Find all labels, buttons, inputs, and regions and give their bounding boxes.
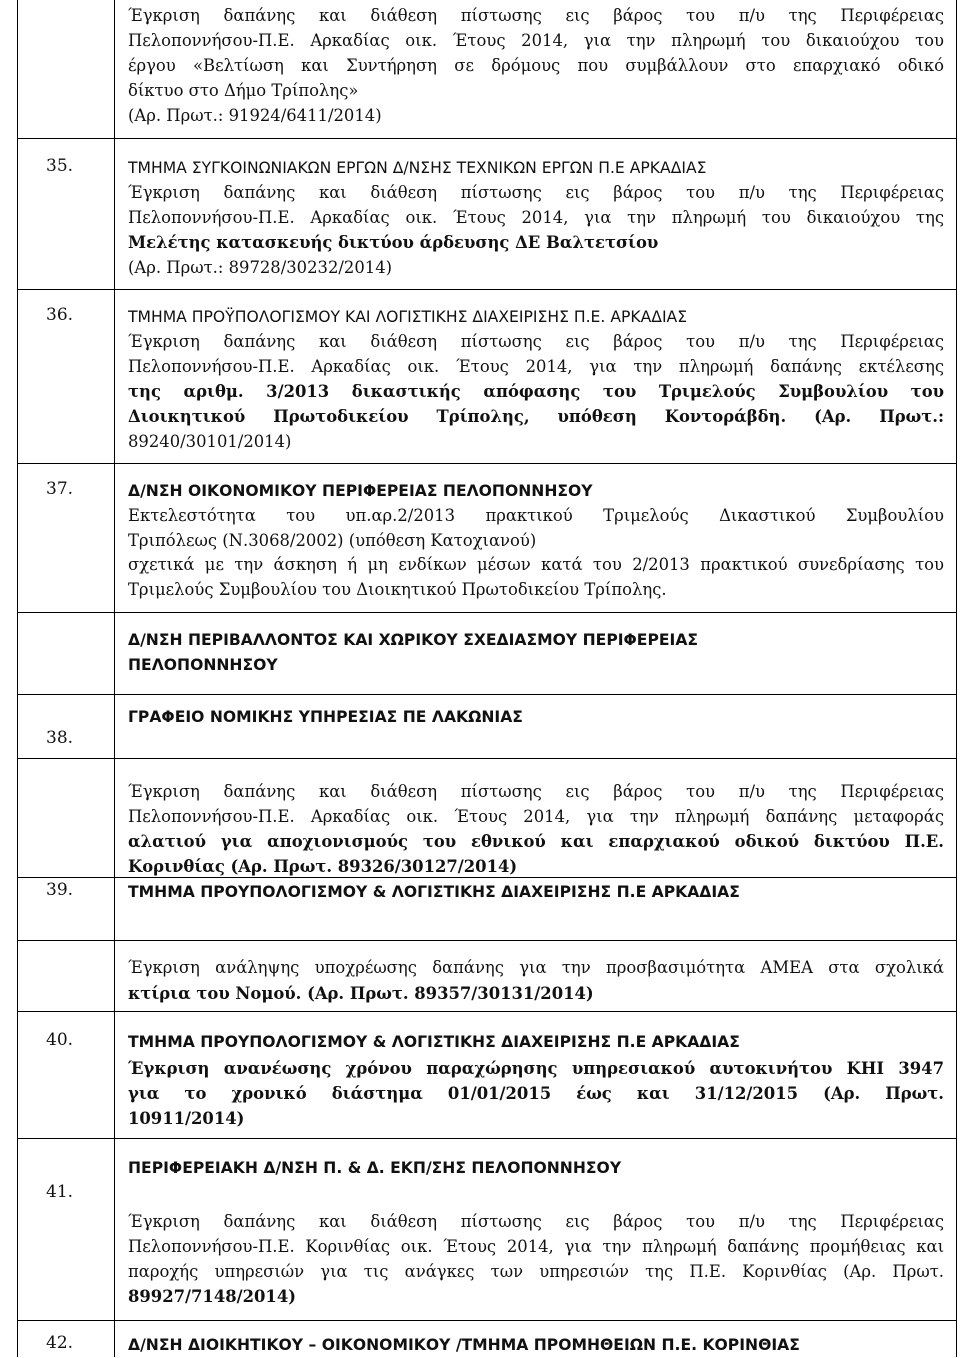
item-heading: ΠΕΛΟΠΟΝΝΗΣΟΥ [128,656,278,674]
item-text-line: 10911/2014) [128,1109,245,1128]
item-number: 37. [46,479,74,499]
item-number: 42. [46,1333,74,1353]
item-text-line: Έγκριση δαπάνης και διάθεση πίστωσης εις βάρος του π/υ της Περιφέρειας [128,782,944,801]
row-divider [17,1320,957,1321]
item-heading: ΤΜΗΜΑ ΠΡΟΫΠΟΛΟΓΙΣΜΟΥ ΚΑΙ ΛΟΓΙΣΤΙΚΗΣ ΔΙΑΧΕΙΡΙΣΗΣ Π.Ε. ΑΡΚΑΔΙΑΣ [128,308,688,326]
table-right-border [956,0,957,1357]
item-text-line: της αριθμ. 3/2013 δικαστικής απόφασης του Τριμελούς Συμβουλίου του [128,382,944,401]
item-text-line: δίκτυο στο Δήμο Τρίπολης» [128,81,359,100]
item-text-line: Διοικητικού Πρωτοδικείου Τρίπολης, υπόθεση Κοντοράβδη. (Αρ. Πρωτ.: [128,407,944,426]
item-text-line: 89927/7148/2014) [128,1287,296,1306]
row-divider [17,758,957,759]
item-text-line: Κορινθίας (Αρ. Πρωτ. 89326/30127/2014) [128,857,518,876]
item-text-line: Έγκριση δαπάνης και διάθεση πίστωσης εις βάρος του π/υ της Περιφέρειας [128,6,944,25]
item-heading: Δ/ΝΣΗ ΠΕΡΙΒΑΛΛΟΝΤΟΣ ΚΑΙ ΧΩΡΙΚΟΥ ΣΧΕΔΙΑΣΜΟΥ ΠΕΡΙΦΕΡΕΙΑΣ [128,631,699,649]
item-heading: ΤΜΗΜΑ ΠΡΟΥΠΟΛΟΓΙΣΜΟΥ & ΛΟΓΙΣΤΙΚΗΣ ΔΙΑΧΕΙΡΙΣΗΣ Π.Ε ΑΡΚΑΔΙΑΣ [128,883,740,901]
item-text-line: παροχής υπηρεσιών για τις ανάγκες των υπηρεσιών της Π.Ε. Κορινθίας (Αρ. Πρωτ. [128,1262,944,1281]
item-number: 35. [46,156,74,176]
item-heading: Δ/ΝΣΗ ΟΙΚΟΝΟΜΙΚΟΥ ΠΕΡΙΦΕΡΕΙΑΣ ΠΕΛΟΠΟΝΝΗΣΟΥ [128,482,593,500]
row-divider [17,612,957,613]
item-text-line: (Αρ. Πρωτ.: 89728/30232/2014) [128,258,393,277]
item-heading: ΓΡΑΦΕΙΟ ΝΟΜΙΚΗΣ ΥΠΗΡΕΣΙΑΣ ΠΕ ΛΑΚΩΝΙΑΣ [128,708,523,726]
row-divider [17,940,957,941]
table-column-divider [114,0,115,1357]
item-text-line: Έγκριση ανάληψης υποχρέωσης δαπάνης για την προσβασιμότητα ΑΜΕΑ στα σχολικά [128,958,944,977]
table-left-border [17,0,18,1357]
item-text-line: Έγκριση δαπάνης και διάθεση πίστωσης εις βάρος του π/υ της Περιφέρειας [128,1212,944,1231]
item-text-line: 89240/30101/2014) [128,432,292,451]
item-text-line: Πελοποννήσου-Π.Ε. Κορινθίας οικ. Έτους 2014, για την πληρωμή δαπάνης προμήθειας και [128,1237,944,1256]
item-number: 38. [46,728,74,748]
item-heading: ΤΜΗΜΑ ΣΥΓΚΟΙΝΩΝΙΑΚΩΝ ΕΡΓΩΝ Δ/ΝΣΗΣ ΤΕΧΝΙΚΩΝ ΕΡΓΩΝ Π.Ε ΑΡΚΑΔΙΑΣ [128,159,707,177]
item-heading: ΠΕΡΙΦΕΡΕΙΑΚΗ Δ/ΝΣΗ Π. & Δ. ΕΚΠ/ΣΗΣ ΠΕΛΟΠΟΝΝΗΣΟΥ [128,1159,622,1177]
item-number: 40. [46,1030,74,1050]
row-divider [17,138,957,139]
item-text-line: Εκτελεστότητα του υπ.αρ.2/2013 πρακτικού Τριμελούς Δικαστικού Συμβουλίου [128,506,944,525]
row-divider [17,289,957,290]
item-text-line: Έγκριση δαπάνης και διάθεση πίστωσης εις βάρος του π/υ της Περιφέρειας [128,183,944,202]
item-text-line: Πελοποννήσου-Π.Ε. Αρκαδίας οικ. Έτους 2014, για την πληρωμή του δικαιούχου του [128,31,944,50]
item-heading: ΤΜΗΜΑ ΠΡΟΥΠΟΛΟΓΙΣΜΟΥ & ΛΟΓΙΣΤΙΚΗΣ ΔΙΑΧΕΙΡΙΣΗΣ Π.Ε ΑΡΚΑΔΙΑΣ [128,1033,740,1051]
item-heading: Δ/ΝΣΗ ΔΙΟΙΚΗΤΙΚΟΥ – ΟΙΚΟΝΟΜΙΚΟΥ /ΤΜΗΜΑ ΠΡΟΜΗΘΕΙΩΝ Π.Ε. ΚΟΡΙΝΘΙΑΣ [128,1336,800,1354]
item-number: 41. [46,1182,74,1202]
item-number: 36. [46,305,74,325]
row-divider [17,1011,957,1012]
item-text-line: Έγκριση ανανέωσης χρόνου παραχώρησης υπηρεσιακού αυτοκινήτου ΚΗΙ 3947 [128,1059,944,1078]
row-divider [17,694,957,695]
item-text-line: κτίρια του Νομού. (Αρ. Πρωτ. 89357/30131/2014) [128,984,594,1003]
row-divider [17,1138,957,1139]
item-text-line: αλατιού για αποχιονισμούς του εθνικού και επαρχιακού οδικού δικτύου Π.Ε. [128,832,944,851]
item-text-line: Έγκριση δαπάνης και διάθεση πίστωσης εις βάρος του π/υ της Περιφέρειας [128,332,944,351]
item-text-line: Τριπόλεως (Ν.3068/2002) (υπόθεση Κατοχιανού) [128,531,537,550]
item-text-line: Πελοποννήσου-Π.Ε. Αρκαδίας οικ. Έτους 2014, για την πληρωμή δαπάνης μεταφοράς [128,807,944,826]
item-text-line: (Αρ. Πρωτ.: 91924/6411/2014) [128,106,382,125]
row-divider [17,463,957,464]
item-text-line: σχετικά με την άσκηση ή μη ενδίκων μέσων κατά του 2/2013 πρακτικού συνεδρίασης του [128,555,944,574]
item-text-line: έργου «Βελτίωση και Συντήρηση σε δρόμους που συμβάλλουν στο επαρχιακό οδικό [128,56,944,75]
item-text-line: Μελέτης κατασκευής δικτύου άρδευσης ΔΕ Βαλτετσίου [128,233,659,252]
item-text-line: για το χρονικό διάστημα 01/01/2015 έως και 31/12/2015 (Αρ. Πρωτ. [128,1084,944,1103]
item-number: 39. [46,880,74,900]
item-text-line: Πελοποννήσου-Π.Ε. Αρκαδίας οικ. Έτους 2014, για την πληρωμή του δικαιούχου της [128,208,944,227]
item-text-line: Τριμελούς Συμβουλίου του Διοικητικού Πρωτοδικείου Τρίπολης. [128,580,667,599]
item-text-line: Πελοποννήσου-Π.Ε. Αρκαδίας οικ. Έτους 2014, για την πληρωμή δαπάνης εκτέλεσης [128,357,944,376]
